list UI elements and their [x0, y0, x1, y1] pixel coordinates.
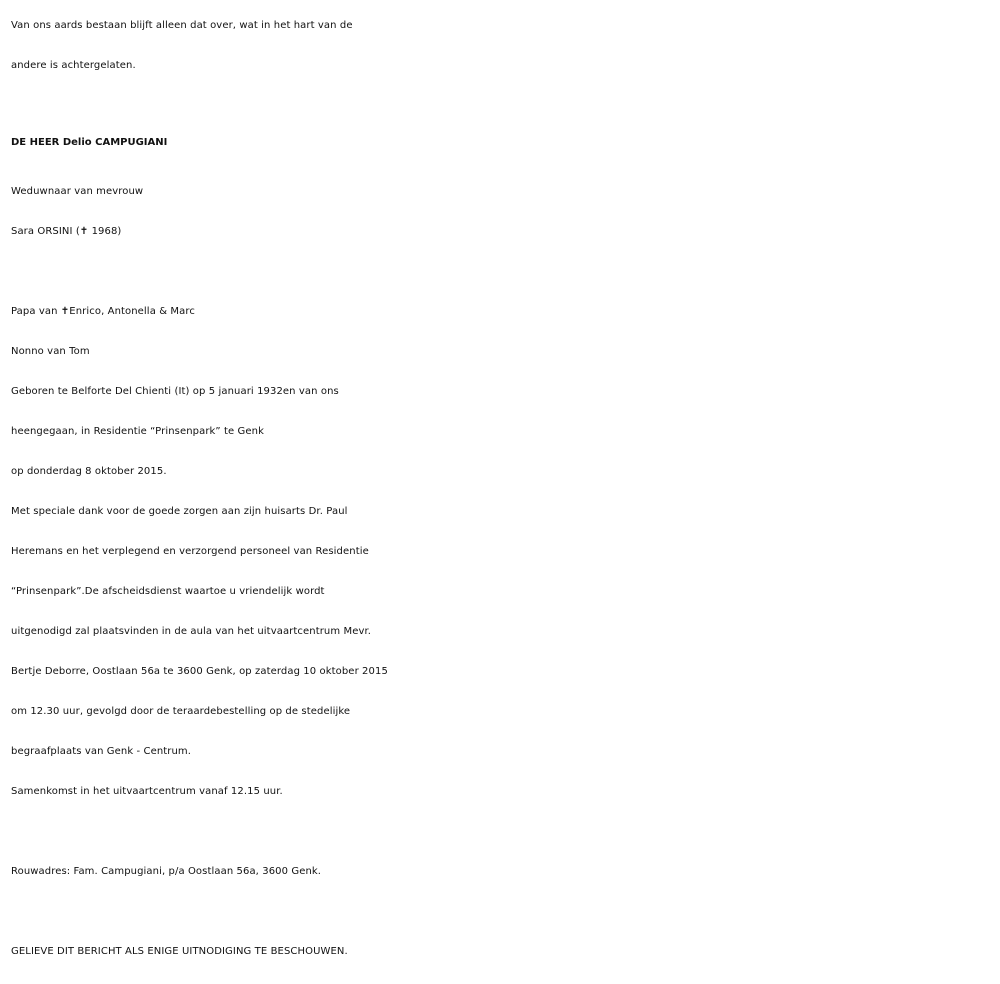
details-line: Nonno van Tom	[11, 346, 90, 357]
details-line: “Prinsenpark”.De afscheidsdienst waartoe u vriendelijk wordt	[11, 586, 325, 597]
closing-statement: GELIEVE DIT BERICHT ALS ENIGE UITNODIGING TE BESCHOUWEN.	[11, 946, 348, 957]
motto-line: Van ons aards bestaan blijft alleen dat over, wat in het hart van de	[11, 20, 353, 31]
spouse-line: Sara ORSINI (✝ 1968)	[11, 226, 122, 237]
obituary-notice	[11, 6, 996, 972]
spacer	[11, 252, 996, 292]
deceased-name: DE HEER Delio CAMPUGIANI	[11, 137, 168, 148]
mourning-address: Rouwadres: Fam. Campugiani, p/a Oostlaan 56a, 3600 Genk.	[11, 866, 322, 877]
spacer	[11, 812, 996, 852]
motto-quote	[11, 6, 996, 86]
details-line: Bertje Deborre, Oostlaan 56a te 3600 Genk, op zaterdag 10 oktober 2015	[11, 666, 388, 677]
details-line: begraafplaats van Genk - Centrum.	[11, 746, 192, 757]
details-line: Geboren te Belforte Del Chienti (It) op 5 januari 1932en van ons	[11, 386, 339, 397]
details-line: heengegaan, in Residentie “Prinsenpark” te Genk	[11, 426, 264, 437]
details-line: uitgenodigd zal plaatsvinden in de aula van het uitvaartcentrum Mevr.	[11, 626, 372, 637]
details-line: Papa van ✝Enrico, Antonella & Marc	[11, 306, 195, 317]
details-line: Samenkomst in het uitvaartcentrum vanaf 12.15 uur.	[11, 786, 283, 797]
spacer	[11, 892, 996, 932]
motto-line: andere is achtergelaten.	[11, 60, 136, 71]
details-block	[11, 292, 996, 812]
details-line: op donderdag 8 oktober 2015.	[11, 466, 167, 477]
spouse-block	[11, 172, 996, 252]
spouse-line: Weduwnaar van mevrouw	[11, 186, 144, 197]
details-line: om 12.30 uur, gevolgd door de teraardebestelling op de stedelijke	[11, 706, 351, 717]
details-line: Met speciale dank voor de goede zorgen aan zijn huisarts Dr. Paul	[11, 506, 348, 517]
details-line: Heremans en het verplegend en verzorgend personeel van Residentie	[11, 546, 369, 557]
